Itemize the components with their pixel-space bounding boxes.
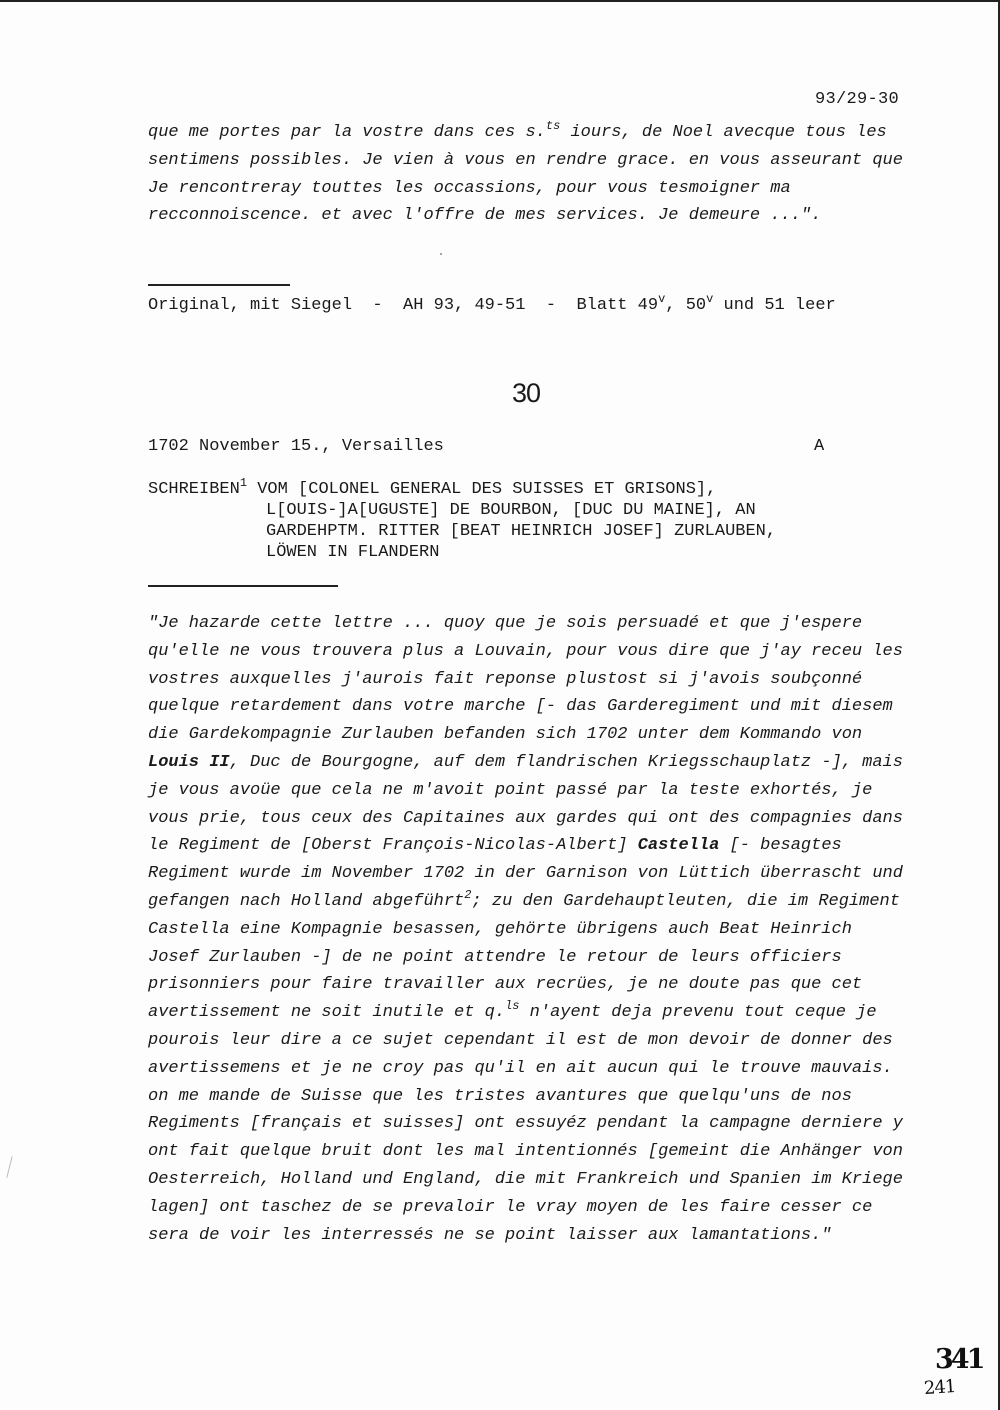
superscript-ls: ls <box>505 999 520 1014</box>
heading-line-3: GARDEHPTM. RITTER [BEAT HEINRICH JOSEF] ZURLAUBEN, <box>266 522 777 541</box>
body-segment-1: "Je hazarde cette lettre ... quoy que je sois persuadé et que j'espere qu'elle ne vous trouvera plus a Louvain, pour vous dire que j'ay receu les vostres auxquelles j'aurois fait reponse plustost si j'avois soubçonné quelque retardement dans votre marche [- das Garderegiment und mit diesem die Gardekompagnie Zurlauben befanden sich 1702 unter dem Kommando von <box>148 614 903 745</box>
date-place: 1702 November 15., Versailles <box>148 437 444 456</box>
heading-label: SCHREIBEN <box>148 480 240 499</box>
body-segment-2: , Duc de Bourgogne, auf dem flandrischen Kriegsschauplatz -], mais je vous avoüe que cela ne m'avoit point passé par la teste exhortés, je vous prie, tous ceux des Capitaines aux gardes qui ont des compagnies dans le Regiment de [Oberst François-Nicolas-Albert] <box>148 752 903 856</box>
heading-line-4: LÖWEN IN FLANDERN <box>266 543 440 562</box>
person-name-louis: Louis II <box>148 752 230 772</box>
closing-text-1: que me portes par la vostre dans ces s. <box>148 123 546 142</box>
body-segment-4: ; zu den Gardehauptleuten, die im Regiment Castella eine Kompagnie besassen, gehörte übrigens auch Beat Heinrich Josef Zurlauben -] de ne point attendre le retour de leurs officiers prisonniers pour faire travailler aux recrües, je ne doute pas que cet avertissement ne soit inutile et q. <box>148 891 900 1023</box>
closing-text-2: iours, de Noel avecque tous les sentimens possibles. Je vien à vous en rendre grace. en vous asseurant que Je rencontreray touttes les occassions, pour vous tesmoigner ma recconnoiscence. et avec l'offre de mes services. Je demeure ...". <box>148 123 903 226</box>
section-divider-short <box>148 284 290 286</box>
source-superscript-1: v <box>658 292 666 306</box>
person-name-castella: Castella <box>637 836 720 856</box>
source-note <box>148 292 836 315</box>
body-segment-3: [- besagtes Regiment wurde im November 1702 in der Garnison von Lüttich überrascht und gefangen nach Holland abgeführt <box>148 836 903 911</box>
section-divider-long <box>148 585 338 587</box>
handwritten-secondary-number: 241 <box>923 1375 957 1400</box>
scan-border-top <box>0 0 1000 2</box>
source-suffix: und 51 leer <box>713 296 836 315</box>
superscript-ts: ts <box>545 119 561 133</box>
heading-line-1-text: VOM [COLONEL GENERAL DES SUISSES ET GRISONS], <box>247 480 717 499</box>
heading-line-1 <box>148 476 776 500</box>
source-prefix: Original, mit Siegel - AH 93, 49-51 - Blatt 49 <box>148 296 659 315</box>
previous-letter-closing <box>148 119 908 230</box>
page-reference: 93/29-30 <box>815 90 900 109</box>
document-mark: A <box>814 437 825 456</box>
letter-body <box>148 610 908 1249</box>
document-heading <box>148 476 777 563</box>
source-middle: , 50 <box>665 296 707 315</box>
document-number: 30 <box>512 378 541 408</box>
source-superscript-2: v <box>706 292 714 306</box>
heading-line-2: L[OUIS-]A[UGUSTE] DE BOURBON, [DUC DU MAINE], AN <box>266 501 756 520</box>
body-segment-5: n'ayent deja prevenu tout ceque je pourois leur dire a ce sujet cependant il est de mon devoir de donner des avertissemens et je ne croy pas qu'il en ait aucun qui le trouve mauvais. on me mande de Suisse que les tristes avantures que quelqu'uns de nos Regiments [français et suisses] ont essuyéz pendant la campagne derniere y ont fait quelque bruit dont les mal intentionnés [gemeint die Anhänger von Oesterreich, Holland und England, die mit Frankreich und Spanien im Kriege lagen] ont taschez de se prevaloir le vray moyen de les faire cesser ce sera de voir les interressés ne se point laisser aux lamantations." <box>148 1003 903 1245</box>
scan-mark <box>6 1156 12 1178</box>
footnote-2-ref: 2 <box>464 887 472 902</box>
footnote-1-ref: 1 <box>239 476 248 490</box>
handwritten-folio-number: 341 <box>935 1344 983 1375</box>
scan-speck <box>440 253 442 255</box>
